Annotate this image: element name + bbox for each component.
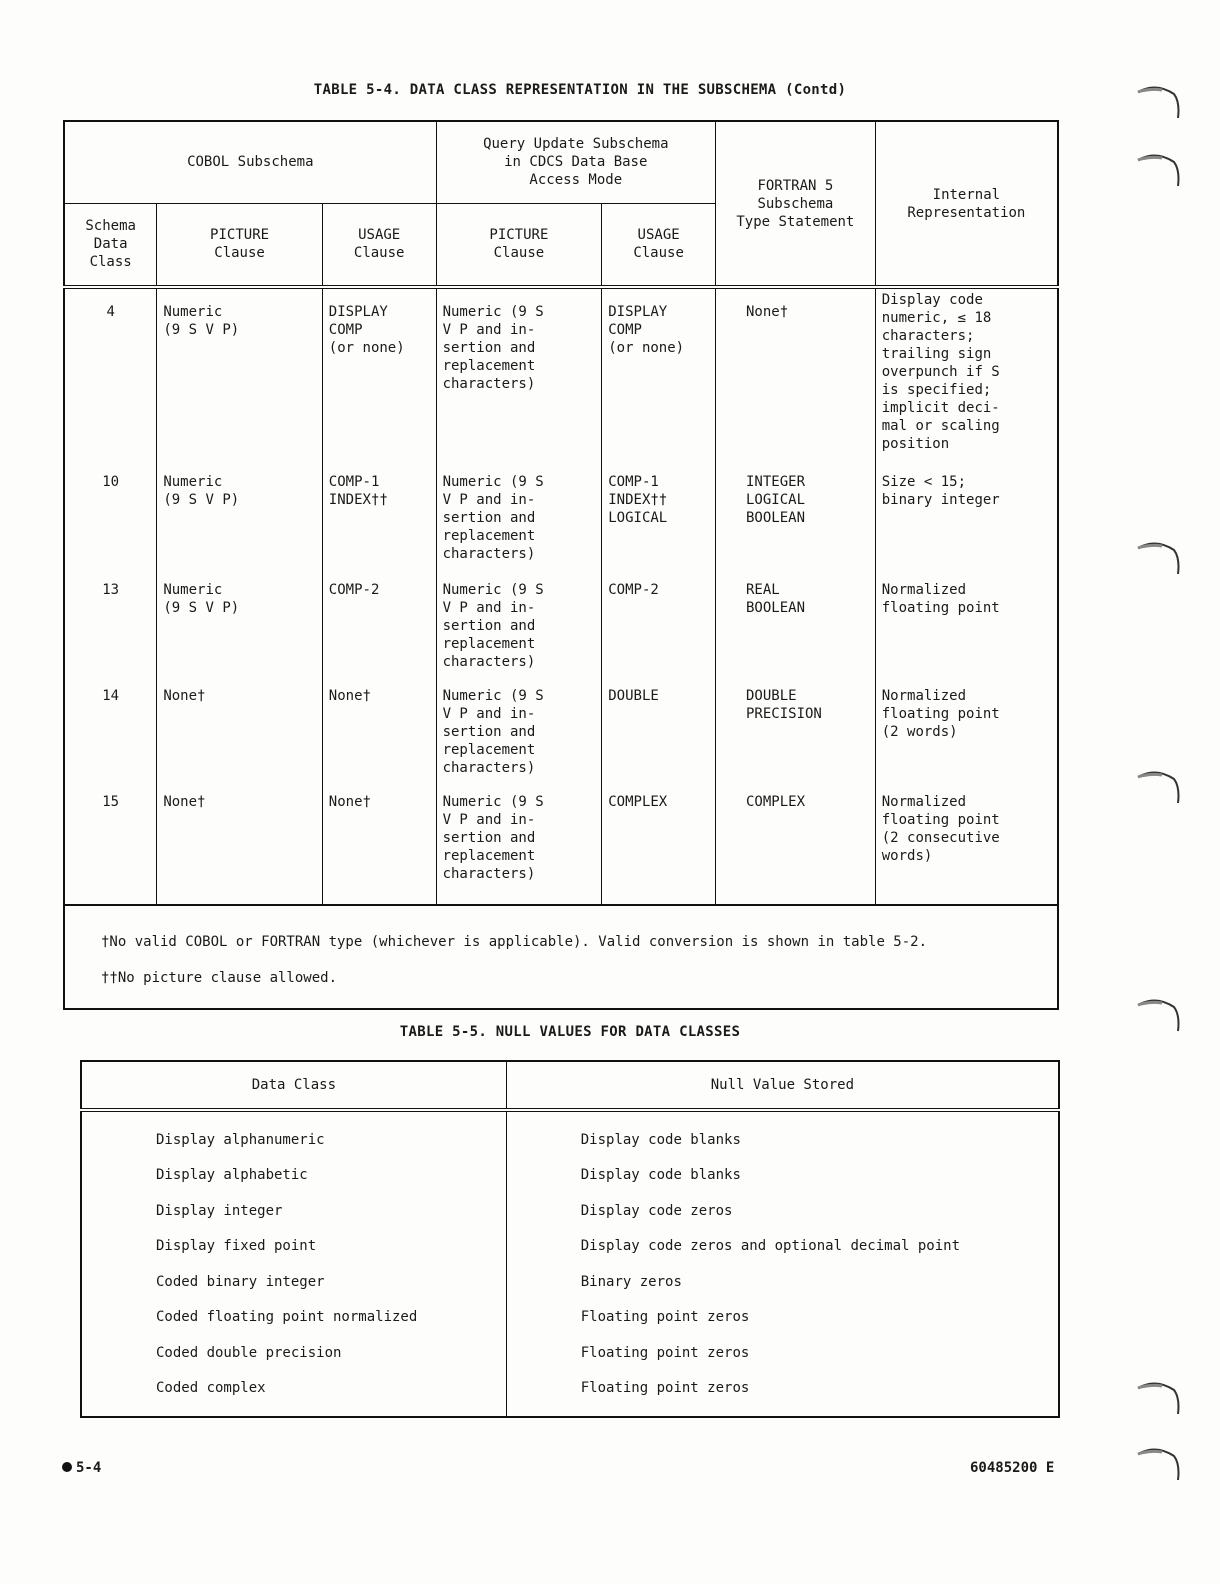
table-row [81,1229,1059,1265]
header-cobol-picture: PICTURE Clause [157,203,322,287]
cell-null-value: Display code blanks [506,1158,1059,1194]
cell-data-class: Display fixed point [81,1229,506,1265]
cell-null-value: Display code zeros [506,1193,1059,1229]
cell-data-class: Coded double precision [81,1335,506,1371]
cell-null-value: Floating point zeros [506,1335,1059,1371]
table-row [64,581,1058,687]
footnote-single-dagger: †No valid COBOL or FORTRAN type (whichever is applicable). Valid conversion is shown in table 5-2. [101,934,928,950]
cell-fortran: REAL BOOLEAN [716,581,876,687]
table-row [81,1193,1059,1229]
cell-schema-class: 10 [64,473,157,581]
cell-qu-usage: COMP-1 INDEX†† LOGICAL [602,473,716,581]
header-qu-usage: USAGE Clause [602,203,716,287]
page-number [62,1460,101,1476]
cell-null-value: Binary zeros [506,1264,1059,1300]
cell-fortran: COMPLEX [716,793,876,905]
table-5-5-caption: TABLE 5-5. NULL VALUES FOR DATA CLASSES [399,1024,741,1040]
cell-data-class: Display alphanumeric [81,1110,506,1158]
cell-qu-picture: Numeric (9 S V P and in- sertion and replacement characters) [436,581,602,687]
binder-hole-icon [1136,1444,1182,1484]
cell-qu-picture: Numeric (9 S V P and in- sertion and replacement characters) [436,793,602,905]
cell-null-value: Floating point zeros [506,1300,1059,1336]
cell-schema-class: 13 [64,581,157,687]
binder-hole-icon [1136,150,1182,190]
cell-schema-class: 4 [64,287,157,473]
cell-null-value: Display code blanks [506,1110,1059,1158]
cell-qu-picture: Numeric (9 S V P and in- sertion and replacement characters) [436,687,602,793]
table-5-4-caption: TABLE 5-4. DATA CLASS REPRESENTATION IN THE SUBSCHEMA (Contd) [313,82,847,98]
header-internal-representation: Internal Representation [875,121,1058,287]
cell-fortran: DOUBLE PRECISION [716,687,876,793]
cell-cobol-picture: Numeric (9 S V P) [157,581,322,687]
header-data-class: Data Class [81,1061,506,1110]
table-row [64,473,1058,581]
document-number: 60485200 E [970,1460,1055,1476]
cell-data-class: Display integer [81,1193,506,1229]
cell-data-class: Coded binary integer [81,1264,506,1300]
cell-cobol-picture: Numeric (9 S V P) [157,473,322,581]
header-qu-picture: PICTURE Clause [436,203,602,287]
cell-internal: Normalized floating point (2 consecutive words) [875,793,1058,905]
table-5-4 [63,120,1059,1010]
cell-qu-picture: Numeric (9 S V P and in- sertion and replacement characters) [436,287,602,473]
cell-qu-usage: DISPLAY COMP (or none) [602,287,716,473]
cell-cobol-picture: None† [157,793,322,905]
cell-internal: Display code numeric, ≤ 18 characters; trailing sign overpunch if S is specified; implicit deci- mal or scaling position [875,287,1058,473]
table-row [81,1158,1059,1194]
header-cobol-usage: USAGE Clause [322,203,436,287]
header-query-update: Query Update Subschema in CDCS Data Base Access Mode [436,121,715,203]
cell-qu-usage: COMPLEX [602,793,716,905]
table-row [81,1371,1059,1418]
header-null-value-stored: Null Value Stored [506,1061,1059,1110]
binder-hole-icon [1136,767,1182,807]
cell-cobol-picture: Numeric (9 S V P) [157,287,322,473]
header-cobol-subschema: COBOL Subschema [64,121,436,203]
cell-null-value: Display code zeros and optional decimal point [506,1229,1059,1265]
cell-data-class: Coded floating point normalized [81,1300,506,1336]
bullet-icon [62,1462,72,1472]
cell-null-value: Floating point zeros [506,1371,1059,1418]
table-row [81,1335,1059,1371]
cell-internal: Size < 15; binary integer [875,473,1058,581]
footnote-double-dagger: ††No picture clause allowed. [101,970,338,986]
cell-cobol-usage: None† [322,793,436,905]
table-row [81,1300,1059,1336]
cell-data-class: Display alphabetic [81,1158,506,1194]
page-number-text: 5-4 [76,1460,102,1476]
cell-cobol-usage: DISPLAY COMP (or none) [322,287,436,473]
cell-cobol-usage: COMP-1 INDEX†† [322,473,436,581]
table-row [81,1110,1059,1158]
binder-hole-icon [1136,995,1182,1035]
cell-internal: Normalized floating point [875,581,1058,687]
cell-schema-class: 14 [64,687,157,793]
table-row [64,687,1058,793]
cell-qu-picture: Numeric (9 S V P and in- sertion and replacement characters) [436,473,602,581]
binder-hole-icon [1136,1378,1182,1418]
cell-schema-class: 15 [64,793,157,905]
cell-fortran: INTEGER LOGICAL BOOLEAN [716,473,876,581]
header-fortran: FORTRAN 5 Subschema Type Statement [716,121,876,287]
cell-qu-usage: DOUBLE [602,687,716,793]
cell-cobol-usage: COMP-2 [322,581,436,687]
table-row [81,1264,1059,1300]
table-notes [64,905,1058,1009]
header-schema-data-class: Schema Data Class [64,203,157,287]
table-row [64,287,1058,473]
cell-data-class: Coded complex [81,1371,506,1418]
cell-fortran: None† [716,287,876,473]
cell-qu-usage: COMP-2 [602,581,716,687]
binder-hole-icon [1136,82,1182,122]
table-5-5 [80,1060,1060,1418]
cell-cobol-picture: None† [157,687,322,793]
cell-cobol-usage: None† [322,687,436,793]
table-row [64,793,1058,905]
cell-internal: Normalized floating point (2 words) [875,687,1058,793]
binder-hole-icon [1136,538,1182,578]
